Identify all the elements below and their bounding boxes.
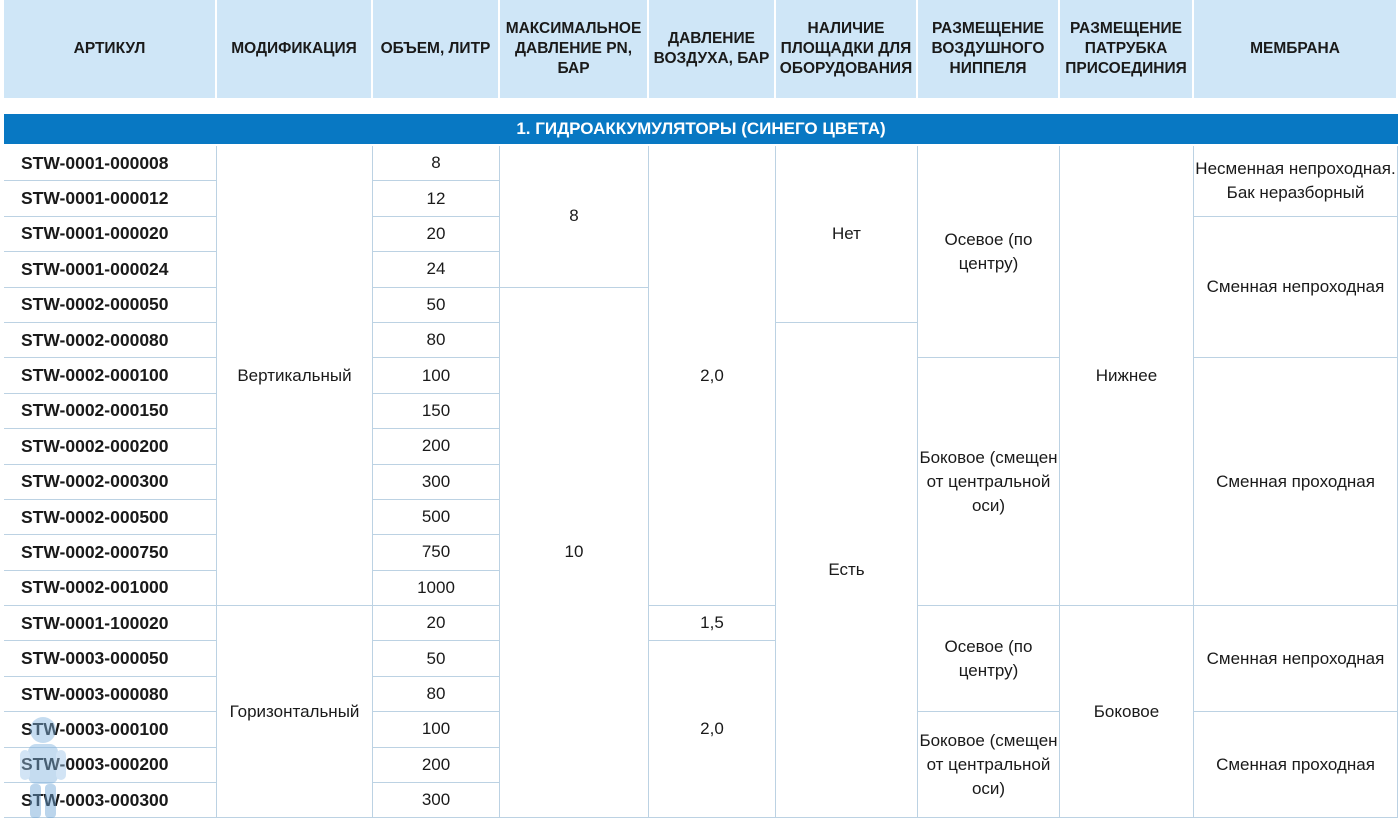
connection-cell: Боковое (1060, 606, 1194, 818)
volume-cell: 80 (373, 323, 500, 358)
header-volume: ОБЪЕМ, ЛИТР (373, 0, 500, 100)
article-cell: STW-0002-001000 (4, 571, 217, 606)
article-cell: STW-0003-000100 (4, 712, 217, 747)
article-cell: STW-0001-000008 (4, 146, 217, 181)
article-cell: STW-0001-100020 (4, 606, 217, 641)
nipple-cell: Осевое (по центру) (918, 606, 1060, 712)
header-connection: РАЗМЕЩЕНИЕ ПАТРУБКА ПРИСОЕДИНИЯ (1060, 0, 1194, 100)
nipple-cell: Боковое (смещен от центральной оси) (918, 712, 1060, 818)
volume-cell: 20 (373, 606, 500, 641)
membrane-cell: Сменная непроходная (1194, 606, 1398, 712)
volume-cell: 500 (373, 500, 500, 535)
air-pressure-cell: 2,0 (649, 146, 776, 606)
table-row (4, 146, 1398, 181)
membrane-cell: Несменная непроходная. Бак неразборный (1194, 146, 1398, 217)
connection-cell: Нижнее (1060, 146, 1194, 606)
volume-cell: 100 (373, 712, 500, 747)
article-cell: STW-0003-000300 (4, 783, 217, 818)
volume-cell: 150 (373, 394, 500, 429)
air-pressure-cell: 2,0 (649, 641, 776, 818)
volume-cell: 750 (373, 535, 500, 570)
article-cell: STW-0001-000024 (4, 252, 217, 287)
header-nipple: РАЗМЕЩЕНИЕ ВОЗДУШНОГО НИППЕЛЯ (918, 0, 1060, 100)
modification-cell: Горизонтальный (217, 606, 373, 818)
nipple-cell: Осевое (по центру) (918, 146, 1060, 358)
volume-cell: 80 (373, 677, 500, 712)
header-modification: МОДИФИКАЦИЯ (217, 0, 373, 100)
volume-cell: 24 (373, 252, 500, 287)
volume-cell: 200 (373, 429, 500, 464)
platform-cell: Есть (776, 323, 918, 818)
article-cell: STW-0002-000750 (4, 535, 217, 570)
article-cell: STW-0003-000200 (4, 748, 217, 783)
article-cell: STW-0003-000050 (4, 641, 217, 676)
nipple-cell: Боковое (смещен от центральной оси) (918, 358, 1060, 606)
article-cell: STW-0002-000300 (4, 465, 217, 500)
article-cell: STW-0002-000100 (4, 358, 217, 393)
article-cell: STW-0002-000080 (4, 323, 217, 358)
plumber-watermark-icon (8, 708, 78, 822)
header-max-pressure: МАКСИМАЛЬНОЕ ДАВЛЕНИЕ PN, БАР (500, 0, 649, 100)
header-membrane: МЕМБРАНА (1194, 0, 1398, 100)
platform-cell: Нет (776, 146, 918, 323)
volume-cell: 300 (373, 465, 500, 500)
volume-cell: 100 (373, 358, 500, 393)
modification-cell: Вертикальный (217, 146, 373, 606)
table-header (4, 0, 1398, 100)
volume-cell: 20 (373, 217, 500, 252)
membrane-cell: Сменная проходная (1194, 358, 1398, 606)
article-cell: STW-0002-000050 (4, 288, 217, 323)
membrane-cell: Сменная непроходная (1194, 217, 1398, 359)
header-platform: НАЛИЧИЕ ПЛОЩАДКИ ДЛЯ ОБОРУДОВАНИЯ (776, 0, 918, 100)
product-table (4, 146, 1398, 818)
header-air-pressure: ДАВЛЕНИЕ ВОЗДУХА, БАР (649, 0, 776, 100)
article-cell: STW-0001-000020 (4, 217, 217, 252)
volume-cell: 8 (373, 146, 500, 181)
article-cell: STW-0002-000200 (4, 429, 217, 464)
volume-cell: 50 (373, 288, 500, 323)
volume-cell: 1000 (373, 571, 500, 606)
article-cell: STW-0002-000150 (4, 394, 217, 429)
max-pressure-cell: 8 (500, 146, 649, 288)
max-pressure-cell: 10 (500, 288, 649, 819)
volume-cell: 50 (373, 641, 500, 676)
membrane-cell: Сменная проходная (1194, 712, 1398, 818)
section-title: 1. ГИДРОАККУМУЛЯТОРЫ (СИНЕГО ЦВЕТА) (4, 114, 1398, 144)
header-article: АРТИКУЛ (4, 0, 217, 100)
volume-cell: 12 (373, 181, 500, 216)
volume-cell: 300 (373, 783, 500, 818)
table-row (4, 606, 1398, 641)
air-pressure-cell: 1,5 (649, 606, 776, 641)
volume-cell: 200 (373, 748, 500, 783)
article-cell: STW-0003-000080 (4, 677, 217, 712)
article-cell: STW-0001-000012 (4, 181, 217, 216)
article-cell: STW-0002-000500 (4, 500, 217, 535)
